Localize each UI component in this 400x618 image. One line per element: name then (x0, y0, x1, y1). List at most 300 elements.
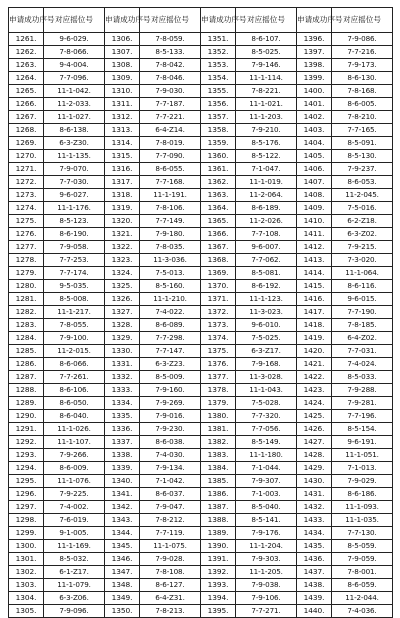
lottery-code-cell: 7-9-086. (332, 33, 393, 46)
lottery-code-cell: 6-3-Z30. (44, 137, 105, 150)
serial-number-cell: 1317. (105, 176, 140, 189)
table-row (9, 332, 393, 345)
lottery-code-cell: 7-7-030. (44, 176, 105, 189)
table-row (9, 566, 393, 579)
lottery-code-cell: 7-5-025. (236, 332, 297, 345)
serial-number-cell: 1315. (105, 150, 140, 163)
lottery-code-cell: 9-4-004. (44, 59, 105, 72)
lottery-code-cell: 7-9-288. (332, 384, 393, 397)
lottery-code-cell: 7-7-130. (332, 527, 393, 540)
lottery-code-cell: 9-1-005. (44, 527, 105, 540)
lottery-code-cell: 9-6-027. (44, 189, 105, 202)
serial-number-cell: 1371. (201, 293, 236, 306)
lottery-code-cell: 7-5-013. (140, 267, 201, 280)
serial-number-cell: 1312. (105, 111, 140, 124)
serial-number-cell: 1277. (9, 241, 44, 254)
lottery-code-cell: 8-5-154. (332, 423, 393, 436)
serial-number-cell: 1297. (9, 501, 44, 514)
lottery-code-cell: 7-9-070. (44, 163, 105, 176)
serial-number-cell: 1358. (201, 124, 236, 137)
serial-number-cell: 1289. (9, 397, 44, 410)
serial-number-cell: 1272. (9, 176, 44, 189)
serial-number-cell: 1278. (9, 254, 44, 267)
lottery-code-cell: 8-6-009. (44, 462, 105, 475)
serial-number-cell: 1363. (201, 189, 236, 202)
serial-number-cell: 1271. (9, 163, 44, 176)
table-row (9, 579, 393, 592)
table-row (9, 449, 393, 462)
serial-number-cell: 1420. (297, 345, 332, 358)
serial-number-cell: 1328. (105, 319, 140, 332)
lottery-code-cell: 11-1-217. (44, 306, 105, 319)
serial-number-cell: 1269. (9, 137, 44, 150)
lottery-code-cell: 8-6-116. (332, 280, 393, 293)
lottery-code-cell: 7-9-106. (236, 592, 297, 605)
lottery-code-cell: 7-7-119. (140, 527, 201, 540)
lottery-code-cell: 8-6-037. (140, 488, 201, 501)
lottery-code-cell: 8-5-133. (140, 46, 201, 59)
serial-number-cell: 1414. (297, 267, 332, 280)
table-row (9, 124, 393, 137)
serial-number-cell: 1391. (201, 553, 236, 566)
serial-number-cell: 1416. (297, 293, 332, 306)
lottery-code-cell: 8-5-141. (236, 514, 297, 527)
serial-number-cell: 1364. (201, 202, 236, 215)
lottery-code-cell: 7-9-176. (236, 527, 297, 540)
serial-number-cell: 1435. (297, 540, 332, 553)
serial-number-cell: 1359. (201, 137, 236, 150)
serial-number-cell: 1394. (201, 592, 236, 605)
lottery-code-cell: 11-1-123. (236, 293, 297, 306)
serial-number-cell: 1267. (9, 111, 44, 124)
serial-number-cell: 1372. (201, 306, 236, 319)
serial-number-cell: 1397. (297, 46, 332, 59)
table-row (9, 163, 393, 176)
serial-number-cell: 1264. (9, 72, 44, 85)
serial-number-cell: 1305. (9, 605, 44, 618)
lottery-code-cell: 11-2-044. (332, 592, 393, 605)
lottery-code-cell: 11-1-210. (140, 293, 201, 306)
serial-number-cell: 1377. (201, 371, 236, 384)
table-row (9, 605, 393, 618)
lottery-code-cell: 7-9-225. (44, 488, 105, 501)
lottery-code-cell: 7-7-190. (332, 306, 393, 319)
lottery-code-cell: 8-6-055. (140, 163, 201, 176)
lottery-code-cell: 11-1-051. (332, 449, 393, 462)
lottery-code-cell: 11-3-028. (236, 371, 297, 384)
serial-number-cell: 1294. (9, 462, 44, 475)
lottery-code-cell: 11-1-204. (236, 540, 297, 553)
lottery-code-cell: 7-8-055. (44, 319, 105, 332)
serial-number-cell: 1440. (297, 605, 332, 618)
lottery-code-cell: 11-1-205. (236, 566, 297, 579)
serial-number-cell: 1423. (297, 384, 332, 397)
lottery-code-cell: 11-1-035. (332, 514, 393, 527)
lottery-code-cell: 8-6-059. (332, 579, 393, 592)
serial-number-cell: 1307. (105, 46, 140, 59)
serial-number-cell: 1393. (201, 579, 236, 592)
serial-number-cell: 1390. (201, 540, 236, 553)
serial-number-cell: 1355. (201, 85, 236, 98)
lottery-code-cell: 8-5-081. (236, 267, 297, 280)
lottery-code-cell: 11-1-093. (332, 501, 393, 514)
serial-number-cell: 1333. (105, 384, 140, 397)
serial-number-cell: 1356. (201, 98, 236, 111)
lottery-code-cell: 8-6-107. (236, 33, 297, 46)
lottery-code-cell: 9-6-191. (332, 436, 393, 449)
lottery-code-cell: 7-7-221. (140, 111, 201, 124)
serial-number-cell: 1293. (9, 449, 44, 462)
serial-number-cell: 1384. (201, 462, 236, 475)
lottery-code-cell: 7-8-221. (236, 85, 297, 98)
serial-number-cell: 1320. (105, 215, 140, 228)
lottery-code-cell: 11-2-045. (332, 189, 393, 202)
serial-number-cell: 1389. (201, 527, 236, 540)
header-serial-2: 申请成功序号 (105, 8, 140, 33)
lottery-code-cell: 7-8-019. (140, 137, 201, 150)
serial-number-cell: 1319. (105, 202, 140, 215)
serial-number-cell: 1285. (9, 345, 44, 358)
lottery-code-cell: 7-9-100. (44, 332, 105, 345)
lottery-code-cell: 7-8-108. (140, 566, 201, 579)
serial-number-cell: 1410. (297, 215, 332, 228)
lottery-code-cell: 11-2-026. (236, 215, 297, 228)
lottery-code-cell: 7-6-019. (44, 514, 105, 527)
lottery-code-cell: 8-5-025. (236, 46, 297, 59)
lottery-code-cell: 7-9-173. (332, 59, 393, 72)
header-serial-1: 申请成功序号 (9, 8, 44, 33)
lottery-code-cell: 7-9-028. (140, 553, 201, 566)
lottery-code-cell: 7-8-046. (140, 72, 201, 85)
serial-number-cell: 1401. (297, 98, 332, 111)
lottery-code-cell: 7-9-016. (140, 410, 201, 423)
serial-number-cell: 1421. (297, 358, 332, 371)
serial-number-cell: 1432. (297, 501, 332, 514)
table-row (9, 527, 393, 540)
serial-number-cell: 1404. (297, 137, 332, 150)
serial-number-cell: 1354. (201, 72, 236, 85)
serial-number-cell: 1335. (105, 410, 140, 423)
serial-number-cell: 1273. (9, 189, 44, 202)
serial-number-cell: 1302. (9, 566, 44, 579)
serial-number-cell: 1399. (297, 72, 332, 85)
lottery-code-cell: 7-4-022. (140, 306, 201, 319)
serial-number-cell: 1366. (201, 228, 236, 241)
lottery-code-cell: 7-7-165. (332, 124, 393, 137)
serial-number-cell: 1360. (201, 150, 236, 163)
serial-number-cell: 1385. (201, 475, 236, 488)
lottery-code-cell: 11-1-114. (236, 72, 297, 85)
lottery-code-cell: 7-1-042. (140, 475, 201, 488)
serial-number-cell: 1326. (105, 293, 140, 306)
lottery-code-cell: 7-7-062. (236, 254, 297, 267)
serial-number-cell: 1270. (9, 150, 44, 163)
table-row (9, 345, 393, 358)
serial-number-cell: 1436. (297, 553, 332, 566)
table-body (9, 33, 393, 618)
lottery-code-cell: 8-6-040. (44, 410, 105, 423)
lottery-code-cell: 7-8-066. (44, 46, 105, 59)
lottery-code-cell: 8-5-130. (332, 150, 393, 163)
serial-number-cell: 1388. (201, 514, 236, 527)
serial-number-cell: 1369. (201, 267, 236, 280)
serial-number-cell: 1274. (9, 202, 44, 215)
lottery-code-cell: 8-6-089. (140, 319, 201, 332)
lottery-code-cell: 8-6-066. (44, 358, 105, 371)
lottery-code-cell: 9-6-007. (236, 241, 297, 254)
serial-number-cell: 1418. (297, 319, 332, 332)
table-row (9, 462, 393, 475)
serial-number-cell: 1279. (9, 267, 44, 280)
lottery-code-cell: 7-5-016. (332, 202, 393, 215)
lottery-code-cell: 11-1-064. (332, 267, 393, 280)
lottery-code-cell: 7-9-134. (140, 462, 201, 475)
table-row (9, 488, 393, 501)
lottery-code-cell: 7-9-303. (236, 553, 297, 566)
serial-number-cell: 1266. (9, 98, 44, 111)
table-row (9, 540, 393, 553)
table-row (9, 358, 393, 371)
lottery-code-cell: 8-5-122. (236, 150, 297, 163)
header-code-1: 对应摇位号 (44, 8, 105, 33)
lottery-code-cell: 7-7-174. (44, 267, 105, 280)
serial-number-cell: 1300. (9, 540, 44, 553)
serial-number-cell: 1425. (297, 410, 332, 423)
lottery-code-cell: 11-1-191. (140, 189, 201, 202)
lottery-code-cell: 7-8-185. (332, 319, 393, 332)
serial-number-cell: 1348. (105, 579, 140, 592)
lottery-code-cell: 7-7-096. (44, 72, 105, 85)
table-row (9, 267, 393, 280)
serial-number-cell: 1329. (105, 332, 140, 345)
lottery-code-cell: 7-9-030. (140, 85, 201, 98)
lottery-code-cell: 7-8-212. (140, 514, 201, 527)
serial-number-cell: 1402. (297, 111, 332, 124)
serial-number-cell: 1322. (105, 241, 140, 254)
lottery-code-cell: 7-9-215. (332, 241, 393, 254)
lottery-code-cell: 7-7-056. (236, 423, 297, 436)
header-serial-4: 申请成功序号 (297, 8, 332, 33)
lottery-code-cell: 7-9-160. (140, 384, 201, 397)
lottery-code-cell: 7-8-106. (140, 202, 201, 215)
serial-number-cell: 1291. (9, 423, 44, 436)
serial-number-cell: 1378. (201, 384, 236, 397)
table-row (9, 592, 393, 605)
lottery-code-cell: 7-7-031. (332, 345, 393, 358)
serial-number-cell: 1427. (297, 436, 332, 449)
serial-number-cell: 1306. (105, 33, 140, 46)
table-row (9, 85, 393, 98)
lottery-code-cell: 6-1-Z17. (44, 566, 105, 579)
lottery-code-cell: 7-9-281. (332, 397, 393, 410)
serial-number-cell: 1340. (105, 475, 140, 488)
serial-number-cell: 1301. (9, 553, 44, 566)
serial-number-cell: 1439. (297, 592, 332, 605)
lottery-code-cell: 7-8-042. (140, 59, 201, 72)
lottery-code-cell: 8-6-186. (332, 488, 393, 501)
lottery-code-cell: 6-4-Z02. (332, 332, 393, 345)
serial-number-cell: 1308. (105, 59, 140, 72)
serial-number-cell: 1419. (297, 332, 332, 345)
lottery-code-cell: 7-9-029. (332, 475, 393, 488)
lottery-code-cell: 8-5-160. (140, 280, 201, 293)
lottery-code-cell: 7-8-035. (140, 241, 201, 254)
table-row (9, 306, 393, 319)
lottery-code-cell: 6-4-Z14. (140, 124, 201, 137)
lottery-code-cell: 7-4-024. (332, 358, 393, 371)
serial-number-cell: 1284. (9, 332, 44, 345)
lottery-code-cell: 7-1-047. (236, 163, 297, 176)
serial-number-cell: 1407. (297, 176, 332, 189)
serial-number-cell: 1383. (201, 449, 236, 462)
lottery-code-cell: 7-4-030. (140, 449, 201, 462)
serial-number-cell: 1406. (297, 163, 332, 176)
lottery-code-cell: 8-5-091. (332, 137, 393, 150)
lottery-code-cell: 11-2-064. (236, 189, 297, 202)
serial-number-cell: 1331. (105, 358, 140, 371)
lottery-code-cell: 11-1-026. (44, 423, 105, 436)
serial-number-cell: 1316. (105, 163, 140, 176)
serial-number-cell: 1417. (297, 306, 332, 319)
table-row (9, 176, 393, 189)
table-row (9, 98, 393, 111)
serial-number-cell: 1361. (201, 163, 236, 176)
serial-number-cell: 1296. (9, 488, 44, 501)
lottery-code-cell: 7-8-059. (140, 33, 201, 46)
lottery-code-cell: 7-1-044. (236, 462, 297, 475)
lottery-code-cell: 7-7-147. (140, 345, 201, 358)
table-row (9, 189, 393, 202)
serial-number-cell: 1275. (9, 215, 44, 228)
serial-number-cell: 1400. (297, 85, 332, 98)
table-row (9, 241, 393, 254)
lottery-code-cell: 11-1-021. (236, 98, 297, 111)
table-row (9, 514, 393, 527)
lottery-code-cell: 8-6-127. (140, 579, 201, 592)
serial-number-cell: 1392. (201, 566, 236, 579)
lottery-code-cell: 6-3-Z06. (44, 592, 105, 605)
serial-number-cell: 1353. (201, 59, 236, 72)
serial-number-cell: 1299. (9, 527, 44, 540)
table-row (9, 72, 393, 85)
lottery-code-cell: 7-9-146. (236, 59, 297, 72)
serial-number-cell: 1433. (297, 514, 332, 527)
serial-number-cell: 1381. (201, 423, 236, 436)
lottery-code-cell: 9-6-010. (236, 319, 297, 332)
serial-number-cell: 1287. (9, 371, 44, 384)
table-row (9, 436, 393, 449)
table-row (9, 423, 393, 436)
serial-number-cell: 1387. (201, 501, 236, 514)
lottery-code-cell: 11-1-180. (236, 449, 297, 462)
lottery-code-cell: 8-6-050. (44, 397, 105, 410)
lottery-code-cell: 11-1-079. (44, 579, 105, 592)
serial-number-cell: 1409. (297, 202, 332, 215)
table-row (9, 397, 393, 410)
table-row (9, 215, 393, 228)
serial-number-cell: 1395. (201, 605, 236, 618)
serial-number-cell: 1263. (9, 59, 44, 72)
serial-number-cell: 1349. (105, 592, 140, 605)
lottery-code-cell: 8-6-005. (332, 98, 393, 111)
lottery-code-cell: 7-1-013. (332, 462, 393, 475)
serial-number-cell: 1286. (9, 358, 44, 371)
lottery-code-cell: 11-1-169. (44, 540, 105, 553)
table-row (9, 475, 393, 488)
serial-number-cell: 1343. (105, 514, 140, 527)
lottery-code-cell: 7-9-058. (44, 241, 105, 254)
serial-number-cell: 1339. (105, 462, 140, 475)
serial-number-cell: 1430. (297, 475, 332, 488)
lottery-code-cell: 7-4-036. (332, 605, 393, 618)
lottery-code-cell: 11-1-135. (44, 150, 105, 163)
lottery-code-cell: 7-9-266. (44, 449, 105, 462)
serial-number-cell: 1314. (105, 137, 140, 150)
serial-number-cell: 1292. (9, 436, 44, 449)
serial-number-cell: 1374. (201, 332, 236, 345)
lottery-code-cell: 11-3-023. (236, 306, 297, 319)
lottery-code-cell: 8-5-123. (44, 215, 105, 228)
serial-number-cell: 1379. (201, 397, 236, 410)
serial-number-cell: 1352. (201, 46, 236, 59)
lottery-code-cell: 11-1-027. (44, 111, 105, 124)
serial-number-cell: 1428. (297, 449, 332, 462)
serial-number-cell: 1310. (105, 85, 140, 98)
table-row (9, 410, 393, 423)
lottery-code-cell: 7-7-298. (140, 332, 201, 345)
header-serial-3: 申请成功序号 (201, 8, 236, 33)
lottery-code-cell: 7-4-002. (44, 501, 105, 514)
serial-number-cell: 1338. (105, 449, 140, 462)
lottery-code-cell: 8-5-149. (236, 436, 297, 449)
table-row (9, 59, 393, 72)
table-row (9, 319, 393, 332)
lottery-code-cell: 7-7-216. (332, 46, 393, 59)
serial-number-cell: 1434. (297, 527, 332, 540)
serial-number-cell: 1304. (9, 592, 44, 605)
table-row (9, 46, 393, 59)
header-row (9, 8, 393, 33)
serial-number-cell: 1382. (201, 436, 236, 449)
lottery-code-cell: 8-6-130. (332, 72, 393, 85)
lottery-code-cell: 7-1-003. (236, 488, 297, 501)
lottery-code-cell: 7-7-271. (236, 605, 297, 618)
serial-number-cell: 1332. (105, 371, 140, 384)
serial-number-cell: 1288. (9, 384, 44, 397)
serial-number-cell: 1351. (201, 33, 236, 46)
serial-number-cell: 1373. (201, 319, 236, 332)
serial-number-cell: 1405. (297, 150, 332, 163)
lottery-code-cell: 11-1-043. (236, 384, 297, 397)
serial-number-cell: 1411. (297, 228, 332, 241)
table-header (9, 8, 393, 33)
serial-number-cell: 1429. (297, 462, 332, 475)
lottery-code-cell: 7-3-020. (332, 254, 393, 267)
table-row (9, 137, 393, 150)
lottery-code-cell: 7-9-168. (236, 358, 297, 371)
serial-number-cell: 1298. (9, 514, 44, 527)
serial-number-cell: 1424. (297, 397, 332, 410)
lottery-code-cell: 8-5-040. (236, 501, 297, 514)
lottery-code-cell: 11-2-015. (44, 345, 105, 358)
table-row (9, 553, 393, 566)
lottery-code-cell: 6-2-Z18. (332, 215, 393, 228)
serial-number-cell: 1265. (9, 85, 44, 98)
serial-number-cell: 1295. (9, 475, 44, 488)
lottery-code-cell: 8-5-059. (332, 540, 393, 553)
lottery-code-cell: 7-5-028. (236, 397, 297, 410)
table-row (9, 111, 393, 124)
